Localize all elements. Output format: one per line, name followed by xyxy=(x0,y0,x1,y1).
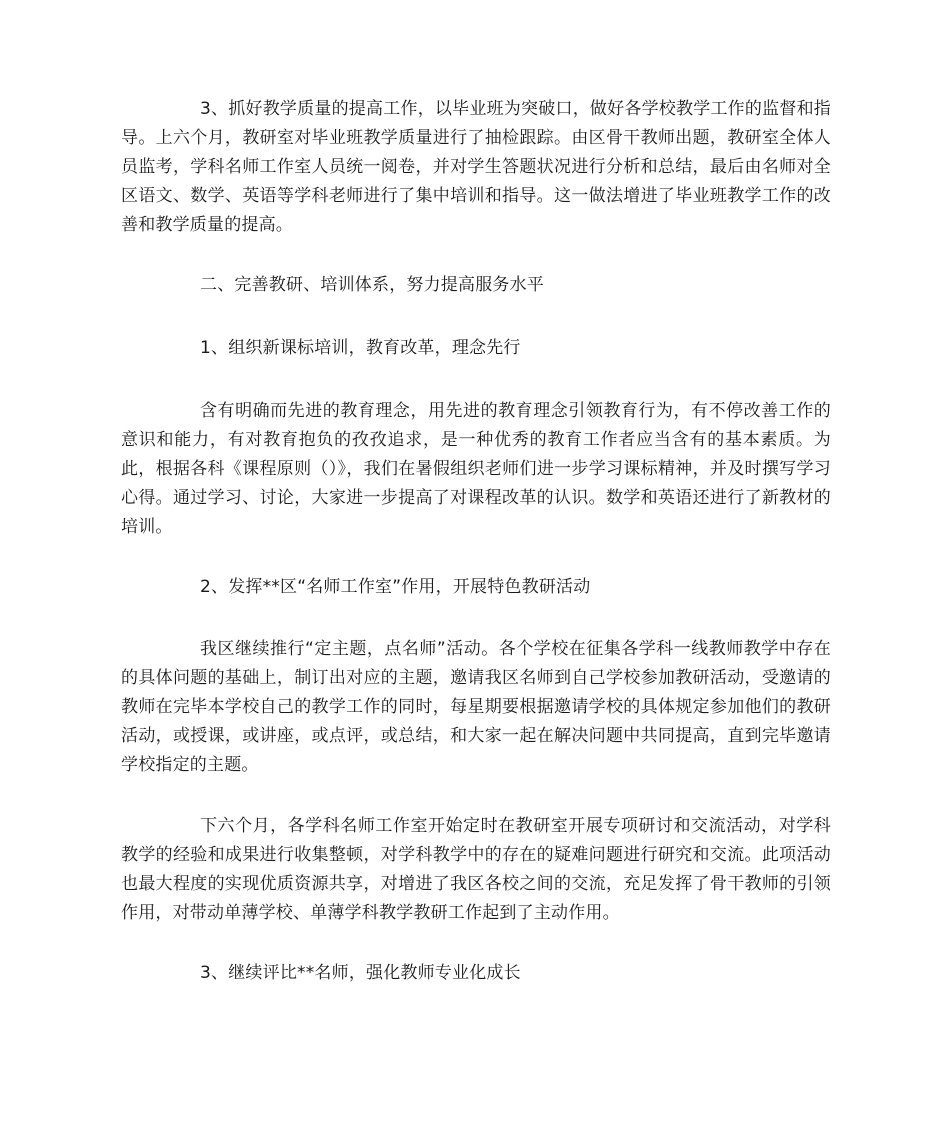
subheading-new-curriculum-training: 1、组织新课标培训，教育改革，理念先行 xyxy=(200,338,521,358)
subheading-famous-teacher-selection: 3、继续评比**名师，强化教师专业化成长 xyxy=(200,963,521,983)
paragraph-graduating-class-quality: 3、抓好教学质量的提高工作，以毕业班为突破口，做好各学校教学工作的监督和指导。上六个月，教研室对毕业班教学质量进行了抽检跟踪。由区骨干教师出题，教研室全体人员监考，学科名师工作室人员统一阅卷，并对学生答题状况进行分析和总结，最后由名师对全区语文、数学、英语等学科老师进行了集中培训和指导。这一做法增进了毕业班教学工作的改善和教学质量的提高。 xyxy=(121,99,831,235)
paragraph-theme-teacher-activity: 我区继续推行“定主题，点名师”活动。各个学校在征集各学科一线教师教学中存在的具体问题的基础上，制订出对应的主题，邀请我区名师到自己学校参加教研活动，受邀请的教师在完毕本学校自己的教学工作的同时，每星期要根据邀请学校的具体规定参加他们的教研活动，或授课，或讲座，或点评，或总结，和大家一起在解决问题中共同提高，直到完毕邀请学校指定的主题。 xyxy=(121,639,831,775)
subheading-famous-teacher-studio: 2、发挥**区“名师工作室”作用，开展特色教研活动 xyxy=(200,577,591,597)
paragraph-education-philosophy: 含有明确而先进的教育理念，用先进的教育理念引领教育行为，有不停改善工作的意识和能力，有对教育抱负的孜孜追求，是一种优秀的教育工作者应当含有的基本素质。为此，根据各科《课程原则（）》，我们在暑假组织老师们进一步学习课标精神，并及时撰写学习心得。通过学习、讨论，大家进一步提高了对课程改革的认识。数学和英语还进行了新教材的培训。 xyxy=(121,401,831,537)
section-heading-2: 二、完善教研、培训体系，努力提高服务水平 xyxy=(200,275,544,295)
paragraph-second-half-year: 下六个月，各学科名师工作室开始定时在教研室开展专项研讨和交流活动，对学科教学的经验和成果进行收集整顿，对学科教学中的存在的疑难问题进行研究和交流。此项活动也最大程度的实现优质资源共享，对增进了我区各校之间的交流，充足发挥了骨干教师的引领作用，对带动单薄学校、单薄学科教学教研工作起到了主动作用。 xyxy=(121,816,831,923)
